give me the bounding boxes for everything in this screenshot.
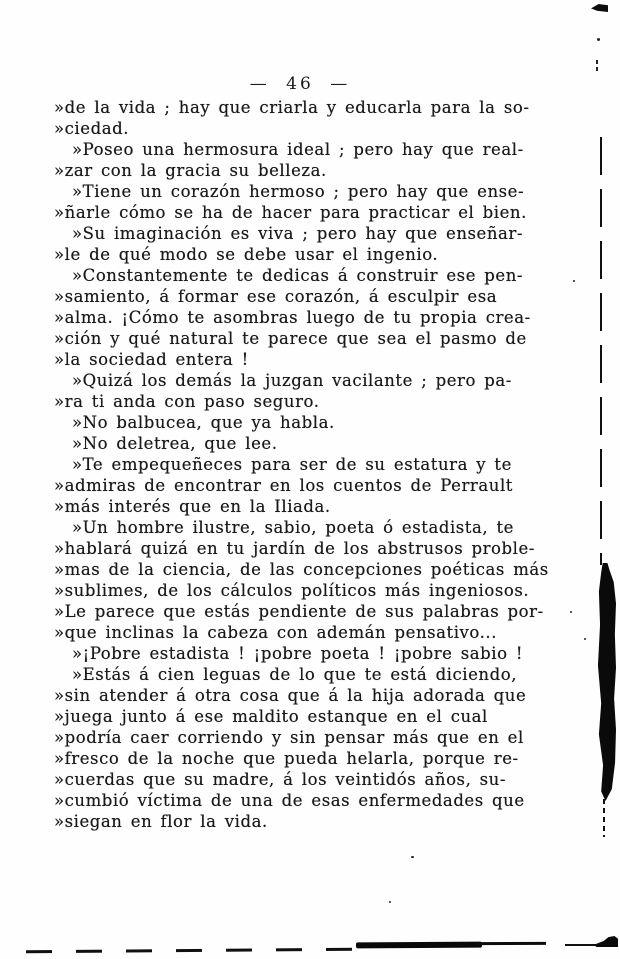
page-number: — 46 — — [249, 74, 351, 94]
text-line: »Te empequeñeces para ser de su estatura y te — [72, 455, 512, 474]
ink-speck-icon — [389, 901, 391, 903]
text-line: »Constantemente te dedicas á construir ese pen- — [72, 266, 524, 285]
text-line: »Su imaginación es viva ; pero hay que enseñar- — [72, 224, 523, 243]
text-line: »le de qué modo se debe usar el ingenio. — [54, 245, 439, 264]
ink-speck-icon — [597, 38, 600, 41]
text-line: »sin atender á otra cosa que á la hija adorada que — [54, 686, 527, 705]
page-edge-line-right-icon — [600, 137, 602, 565]
text-line: »ción y qué natural te parece que sea el pasmo de — [54, 329, 527, 348]
corner-mark-top-right-icon — [591, 4, 608, 12]
text-line: »No balbucea, que ya habla. — [72, 413, 335, 432]
ink-speck-icon — [584, 638, 586, 640]
text-line: »podría caer corriendo y sin pensar más que en el — [54, 728, 524, 747]
text-line: »ciedad. — [54, 119, 129, 138]
text-line: »de la vida ; hay que criarla y educarla para la so- — [54, 98, 530, 117]
ink-speck-icon — [570, 611, 572, 613]
ink-speck-icon — [573, 280, 575, 282]
ink-blob-bottom-right-icon — [594, 936, 618, 947]
page-edge-line-thin-icon — [478, 942, 546, 945]
text-line: »fresco de la noche que pueda helarla, porque re- — [54, 749, 519, 768]
text-line: »admiras de encontrar en los cuentos de Perrault — [54, 476, 513, 495]
text-line: »más interés que en la Iliada. — [54, 497, 331, 516]
text-line: »sublimes, de los cálculos políticos más ingeniosos. — [54, 581, 530, 600]
text-line: »zar con la gracia su belleza. — [54, 161, 327, 180]
text-line: »¡Pobre estadista ! ¡pobre poeta ! ¡pobre sabio ! — [72, 644, 524, 663]
text-line: »mas de la ciencia, de las concepciones poéticas más — [54, 560, 549, 579]
page-edge-tick-icon — [596, 60, 598, 74]
text-line: »que inclinas la cabeza con ademán pensativo... — [54, 623, 497, 642]
text-line: »Quizá los demás la juzgan vacilante ; pero pa- — [72, 371, 512, 390]
text-line: »Estás á cien leguas de lo que te está diciendo, — [72, 665, 518, 684]
ink-smudge-tail-icon — [603, 799, 605, 837]
ink-smudge-right-icon — [597, 563, 616, 801]
text-line: »ra ti anda con paso seguro. — [54, 392, 320, 411]
text-line: »la sociedad entera ! — [54, 350, 249, 369]
text-line: »juega junto á ese maldito estanque en el cual — [54, 707, 488, 726]
ink-speck-icon — [411, 856, 414, 858]
text-line: »Poseo una hermosura ideal ; pero hay que real- — [72, 140, 524, 159]
body-text — [54, 97, 570, 832]
text-line: »alma. ¡Cómo te asombras luego de tu propia crea- — [54, 308, 531, 327]
ink-blob-lead-icon — [565, 944, 599, 946]
text-line: »Le parece que estás pendiente de sus palabras por- — [54, 602, 544, 621]
text-line: »ñarle cómo se ha de hacer para practicar el bien. — [54, 203, 527, 222]
page-edge-dashes-bottom-icon — [26, 948, 356, 953]
text-line: »cuerdas que su madre, á los veintidós años, su- — [54, 770, 506, 789]
page-edge-line-thick-icon — [356, 942, 482, 949]
text-line: »Tiene un corazón hermoso ; pero hay que ense- — [72, 182, 525, 201]
text-line: »siegan en flor la vida. — [54, 812, 268, 831]
text-line: »cumbió víctima de una de esas enfermedades que — [54, 791, 525, 810]
text-line: »samiento, á formar ese corazón, á esculpir esa — [54, 287, 498, 306]
text-line: »No deletrea, que lee. — [72, 434, 278, 453]
text-line: »Un hombre ilustre, sabio, poeta ó estadista, te — [72, 518, 514, 537]
text-line: »hablará quizá en tu jardín de los abstrusos proble- — [54, 539, 535, 558]
